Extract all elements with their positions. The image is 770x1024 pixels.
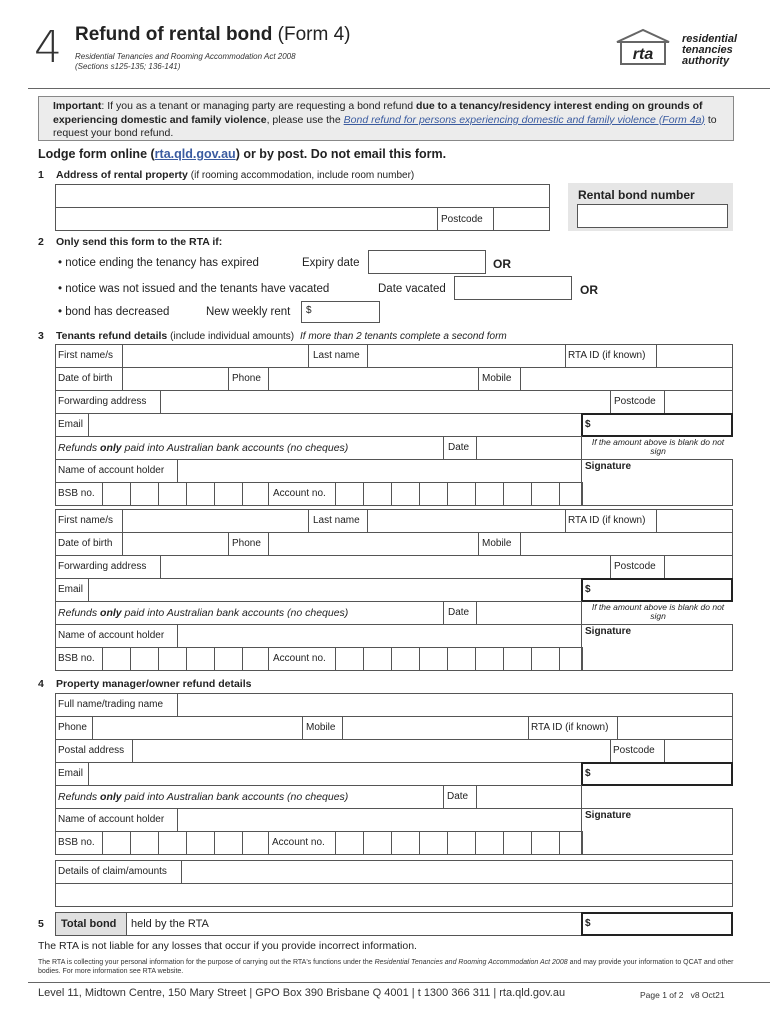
- or-label-1: OR: [493, 257, 511, 271]
- tenant-2-rta-id-label: RTA ID (if known): [568, 515, 646, 526]
- tenant-2-last-name-label: Last name: [313, 515, 360, 526]
- header-divider: [28, 88, 770, 89]
- rta-website-link[interactable]: rta.qld.gov.au: [154, 147, 236, 161]
- bullet-bond-decreased: • bond has decreased: [58, 306, 170, 318]
- tenant-1-dob-row[interactable]: [55, 367, 733, 391]
- date-vacated-input[interactable]: [454, 276, 572, 300]
- pm-bsb-label: BSB no.: [58, 837, 95, 848]
- bullet-notice-expired: • notice ending the tenancy has expired: [58, 257, 259, 269]
- new-rent-input[interactable]: [301, 301, 380, 323]
- tenant-1-signature-label: Signature: [585, 461, 632, 472]
- tenant-2-dollar: $: [585, 584, 591, 595]
- tenant-2-first-name-label: First name/s: [58, 515, 114, 526]
- pm-date-label: Date: [447, 791, 469, 802]
- bond-number-label: Rental bond number: [578, 188, 695, 202]
- tenant-2-address-label: Forwarding address: [58, 561, 147, 572]
- property-address-line-1[interactable]: [55, 184, 550, 208]
- tenant-1-last-name-label: Last name: [313, 350, 360, 361]
- total-bond-held: held by the RTA: [131, 918, 209, 930]
- postcode-label: Postcode: [441, 214, 483, 225]
- footer-address: Level 11, Midtown Centre, 150 Mary Street | GPO Box 390 Brisbane Q 4001 | t 1300 366 311 | rta.qld.gov.au: [38, 987, 566, 999]
- tenant-1-amount-input[interactable]: [581, 413, 733, 437]
- pm-postal-label: Postal address: [58, 745, 125, 756]
- page-number: Page 1 of 2 v8 Oct21: [640, 990, 725, 1000]
- tenant-2-signature-label: Signature: [585, 626, 632, 637]
- pm-dollar: $: [585, 768, 591, 779]
- form-number: 4: [34, 22, 62, 73]
- date-vacated-label: Date vacated: [378, 283, 446, 295]
- form-4a-link[interactable]: Bond refund for persons experiencing domestic and family violence (Form 4a): [343, 113, 705, 126]
- pm-refund-note: Refunds only paid into Australian bank accounts (no cheques): [58, 791, 349, 803]
- pm-full-name-label: Full name/trading name: [58, 699, 164, 710]
- tenant-1-rta-id-label: RTA ID (if known): [568, 350, 646, 361]
- tenant-2-dob-label: Date of birth: [58, 538, 113, 549]
- pm-claim-label: Details of claim/amounts: [58, 866, 167, 877]
- pm-postcode-label: Postcode: [613, 745, 655, 756]
- total-bond-label: Total bond: [61, 918, 117, 930]
- tenant-2-bsb-label: BSB no.: [58, 653, 95, 664]
- pm-signature-label: Signature: [585, 810, 632, 821]
- expiry-date-label: Expiry date: [302, 257, 360, 269]
- tenant-2-email-row[interactable]: [55, 578, 582, 602]
- tenant-2-account-no-label: Account no.: [273, 653, 326, 664]
- tenant-2-blank-note: If the amount above is blank do not sign: [591, 602, 725, 621]
- dollar-sign: $: [306, 305, 312, 316]
- pm-mobile-label: Mobile: [306, 722, 336, 733]
- tenant-2-date-label: Date: [448, 607, 470, 618]
- svg-text:rta: rta: [632, 46, 654, 63]
- tenant-1-account-holder-label: Name of account holder: [58, 465, 165, 476]
- rta-logo: [613, 28, 673, 66]
- tenant-2-phone-label: Phone: [232, 538, 261, 549]
- lodge-instructions: Lodge form online (rta.qld.gov.au) or by post. Do not email this form.: [38, 147, 447, 161]
- pm-account-no-label: Account no.: [272, 837, 325, 848]
- pm-email-label: Email: [58, 768, 84, 779]
- or-label-2: OR: [580, 283, 598, 297]
- section-4-heading: 4 Property manager/owner refund details: [38, 678, 252, 690]
- pm-phone-row[interactable]: [55, 716, 733, 740]
- tenant-1-bsb-label: BSB no.: [58, 488, 95, 499]
- tenant-1-account-no-label: Account no.: [273, 488, 326, 499]
- pm-rta-id-label: RTA ID (if known): [531, 722, 609, 733]
- pm-email-row[interactable]: [55, 762, 582, 786]
- new-rent-label: New weekly rent: [206, 306, 291, 318]
- total-dollar: $: [585, 918, 591, 929]
- section-2-heading: 2 Only send this form to the RTA if:: [38, 236, 223, 248]
- tenant-1-email-row[interactable]: [55, 413, 582, 437]
- pm-account-holder-label: Name of account holder: [58, 814, 165, 825]
- logo-wordmark: residential tenancies authority: [682, 33, 738, 67]
- tenant-1-dollar: $: [585, 419, 591, 430]
- pm-phone-label: Phone: [58, 722, 87, 733]
- total-bond-input[interactable]: [581, 912, 733, 936]
- disclaimer: The RTA is not liable for any losses that occur if you provide incorrect information.: [38, 940, 417, 952]
- tenant-1-date-label: Date: [448, 442, 470, 453]
- tenant-1-mobile-label: Mobile: [482, 373, 512, 384]
- tenant-2-postcode-label: Postcode: [614, 561, 656, 572]
- important-notice: Important: If you as a tenant or managing party are requesting a bond refund due to a tenancy/residency interest ending on grounds of experiencing domestic and family violence, please use the Bond refund for persons experiencing domestic and family violence (Form 4a) to request your bond refund.: [38, 96, 734, 141]
- bond-number-input[interactable]: [577, 204, 728, 228]
- tenant-2-email-label: Email: [58, 584, 84, 595]
- tenant-1-email-label: Email: [58, 419, 84, 430]
- tenant-1-postcode-label: Postcode: [614, 396, 656, 407]
- pm-amount-input[interactable]: [581, 762, 733, 786]
- tenant-2-refund-note: Refunds only paid into Australian bank accounts (no cheques): [58, 607, 349, 619]
- tenant-2-mobile-label: Mobile: [482, 538, 512, 549]
- tenant-1-first-name-label: First name/s: [58, 350, 114, 361]
- tenant-2-amount-input[interactable]: [581, 578, 733, 602]
- section-3-heading: 3 Tenants refund details (include individual amounts) If more than 2 tenants complete a second form: [38, 330, 507, 342]
- tenant-1-phone-label: Phone: [232, 373, 261, 384]
- tenant-2-account-holder-label: Name of account holder: [58, 630, 165, 641]
- tenant-1-refund-note: Refunds only paid into Australian bank accounts (no cheques): [58, 442, 349, 454]
- section-5-num: 5: [38, 918, 44, 930]
- tenant-1-address-label: Forwarding address: [58, 396, 147, 407]
- tenant-1-blank-note: If the amount above is blank do not sign: [591, 437, 725, 456]
- privacy-note: The RTA is collecting your personal information for the purpose of carrying out the RTA's functions under the Residential Tenancies and Rooming Accommodation Act 2008 and may provide your information to QCAT and other bodies. For more information see RTA website.: [38, 959, 734, 975]
- bullet-tenants-vacated: • notice was not issued and the tenants have vacated: [58, 283, 330, 295]
- section-1-heading: 1 Address of rental property (if rooming accommodation, include room number): [38, 169, 415, 181]
- page-title: Refund of rental bond (Form 4): [75, 24, 351, 45]
- act-reference: Residential Tenancies and Rooming Accommodation Act 2008 (Sections s125-135; 136-141): [75, 52, 296, 71]
- tenant-1-dob-label: Date of birth: [58, 373, 113, 384]
- tenant-2-dob-row[interactable]: [55, 532, 733, 556]
- expiry-date-input[interactable]: [368, 250, 486, 274]
